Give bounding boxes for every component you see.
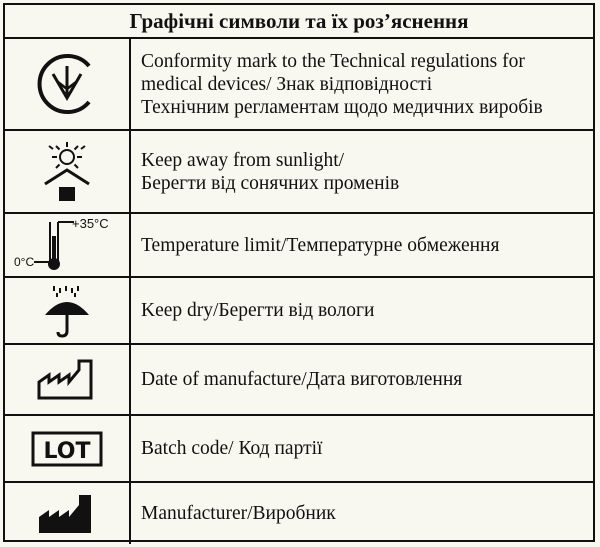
conformity-mark-icon-cell: [5, 39, 131, 129]
description-line: Batch code/ Код партії: [141, 438, 323, 459]
description-line: Keep away from sunlight/: [141, 149, 345, 171]
temperature-description: [131, 214, 593, 276]
upper-limit-label: +35°C: [72, 216, 109, 231]
batch-code-description: [131, 416, 593, 481]
table-row-manufacturer: [5, 483, 593, 544]
keep-dry-icon: [39, 283, 95, 339]
keep-dry-description: [131, 278, 593, 343]
description-line: Date of manufacture/Дата виготовлення: [141, 369, 463, 390]
table-row-batch-code: [5, 416, 593, 483]
table-row-temperature: [5, 214, 593, 278]
description-line: Keep dry/Берегти від вологи: [141, 300, 375, 321]
keep-away-from-sunlight-icon: [35, 140, 99, 204]
conformity-description: [131, 39, 593, 129]
keep-dry-icon-cell: [5, 278, 131, 343]
lower-limit-label: 0°C: [14, 255, 35, 269]
table-title: Графічні символи та їх роз’яснення: [5, 5, 593, 39]
symbols-table: [3, 3, 595, 542]
sunlight-description: [131, 131, 593, 212]
date-of-manufacture-icon-cell: [5, 345, 131, 414]
batch-code-icon: [31, 431, 103, 467]
description-line: medical devices/ Знак відповідності: [141, 73, 433, 95]
description-line: Temperature limit/Температурне обмеження: [141, 234, 500, 256]
lot-label: LOT: [43, 438, 91, 464]
date-of-manufacture-icon: [36, 358, 98, 402]
table-row-conformity: [5, 39, 593, 131]
table-row-date-of-manufacture: [5, 345, 593, 416]
description-line: Manufacturer/Виробник: [141, 503, 336, 524]
temperature-limit-icon: [12, 216, 122, 274]
sunlight-icon-cell: [5, 131, 131, 212]
description-line: Берегти від сонячних променів: [141, 172, 400, 194]
manufacturer-icon-cell: [5, 483, 131, 544]
table-row-sunlight: [5, 131, 593, 214]
manufacturer-description: [131, 483, 593, 544]
conformity-mark-icon: [35, 52, 99, 116]
batch-code-icon-cell: [5, 416, 131, 481]
date-of-manufacture-description: [131, 345, 593, 414]
table-row-keep-dry: [5, 278, 593, 345]
description-line: Технічним регламентам щодо медичних виробів: [141, 96, 543, 118]
manufacturer-icon: [36, 492, 98, 536]
temperature-icon-cell: [5, 214, 131, 276]
description-line: Conformity mark to the Technical regulations for: [141, 50, 525, 72]
